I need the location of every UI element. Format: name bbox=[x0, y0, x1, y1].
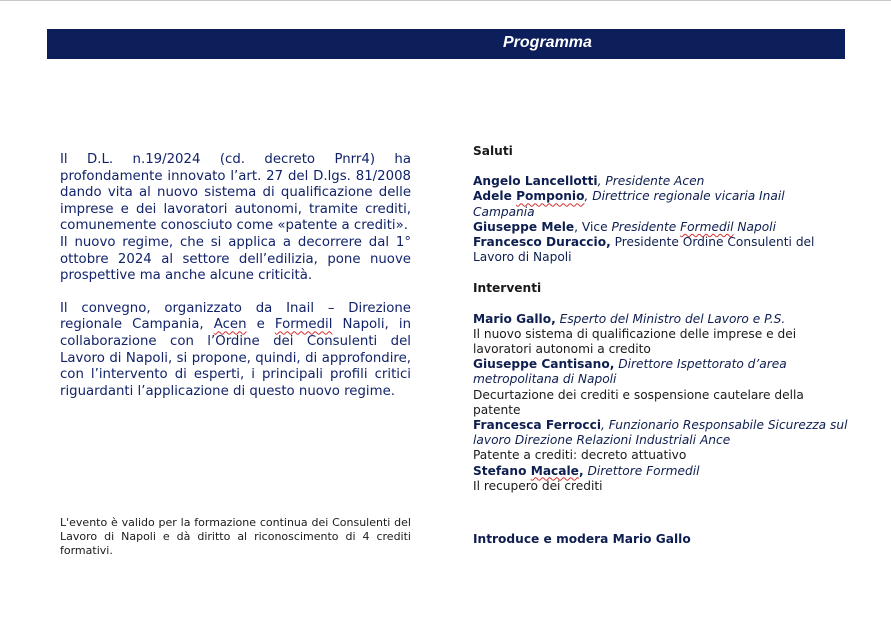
speaker-entry bbox=[473, 235, 848, 265]
header-banner bbox=[47, 29, 845, 59]
speaker-entry bbox=[473, 174, 848, 189]
intro-text-segment: Acen bbox=[213, 317, 247, 333]
speaker-name: Giuseppe Mele bbox=[473, 219, 575, 234]
speaker-name: Angelo Lancellotti bbox=[473, 174, 598, 189]
speaker-name: Francesco Duraccio, bbox=[473, 235, 611, 250]
speaker-name: Francesca Ferrocci bbox=[473, 418, 602, 433]
speaker-role-prefix: , Vice bbox=[574, 219, 612, 234]
speaker-role: Direttore Ispettorato d’area metropolitana di Napoli bbox=[473, 357, 787, 387]
program-list bbox=[473, 144, 848, 494]
top-divider bbox=[0, 0, 891, 1]
intro-text-segment: e bbox=[246, 317, 275, 333]
page-title: Programma bbox=[503, 34, 592, 51]
speaker-entry bbox=[473, 189, 848, 219]
talk-topic: Il recupero dei crediti bbox=[473, 478, 603, 493]
speaker-role: , Presidente Acen bbox=[597, 174, 705, 189]
speaker-name: Stefano Macale, bbox=[473, 463, 584, 478]
credits-note: L'evento è valido per la formazione continua dei Consulenti del Lavoro di Napoli e dà diritto al riconoscimento di 4 crediti formativi. bbox=[60, 516, 411, 557]
speaker-entry bbox=[473, 220, 848, 235]
speaker-entry bbox=[473, 464, 848, 479]
intro-paragraph: Il D.L. n.19/2024 (cd. decreto Pnrr4) ha profondamente innovato l’art. 27 del D.lgs. 81/2008 dando vita al nuovo sistema di qualificazione delle imprese e dei lavoratori autonomi, tramite crediti, comunemente conosciuto come «patente a crediti». bbox=[60, 152, 411, 234]
intro-text-segment: Il convegno, organizzato da Inail – Direzione regionale Campania, bbox=[60, 300, 411, 333]
speaker-role: Direttore Formedil bbox=[583, 463, 700, 478]
speaker-name: Giuseppe Cantisano, bbox=[473, 357, 615, 372]
speaker-role: Presidente Ordine Consulenti del Lavoro di Napoli bbox=[473, 235, 815, 265]
moderator-line: Introduce e modera Mario Gallo bbox=[473, 532, 691, 546]
speaker-entry bbox=[473, 312, 848, 327]
speaker-name: Adele Pomponio bbox=[473, 189, 585, 204]
intro-text-segment: Napoli, in collaborazione con l’Ordine dei Consulenti del Lavoro di Napoli, si propone, quindi, di approfondire, con l’intervento di esperti, i principali profili critici riguardanti l’applicazione di questo nuovo regime. bbox=[60, 317, 411, 399]
speaker-entry bbox=[473, 357, 848, 387]
speaker-role: , Direttrice regionale vicaria Inail Campania bbox=[473, 189, 785, 219]
talk-topic: Decurtazione dei crediti e sospensione cautelare della patente bbox=[473, 387, 804, 417]
speaker-role: Esperto del Ministro del Lavoro e P.S. bbox=[555, 311, 786, 326]
speaker-entry bbox=[473, 418, 848, 448]
intro-paragraph bbox=[60, 301, 411, 401]
speaker-role: Presidente Formedil Napoli bbox=[611, 219, 776, 234]
section-heading-interventi: Interventi bbox=[473, 281, 542, 296]
intro-text bbox=[60, 152, 411, 400]
talk-topic: Il nuovo sistema di qualificazione delle imprese e dei lavoratori autonomi a credito bbox=[473, 326, 797, 357]
intro-paragraph: Il nuovo regime, che si applica a decorrere dal 1° ottobre 2024 al settore dell’edilizia, pone nuove prospettive ma anche alcune criticità. bbox=[60, 234, 411, 284]
speaker-name: Mario Gallo, bbox=[473, 311, 556, 326]
speaker-role: , Funzionario Responsabile Sicurezza sul lavoro Direzione Relazioni Industriali Ance bbox=[473, 418, 848, 448]
intro-text-segment: Formedil bbox=[274, 317, 333, 333]
talk-topic: Patente a crediti: decreto attuativo bbox=[473, 448, 687, 463]
section-heading-saluti: Saluti bbox=[473, 144, 513, 158]
